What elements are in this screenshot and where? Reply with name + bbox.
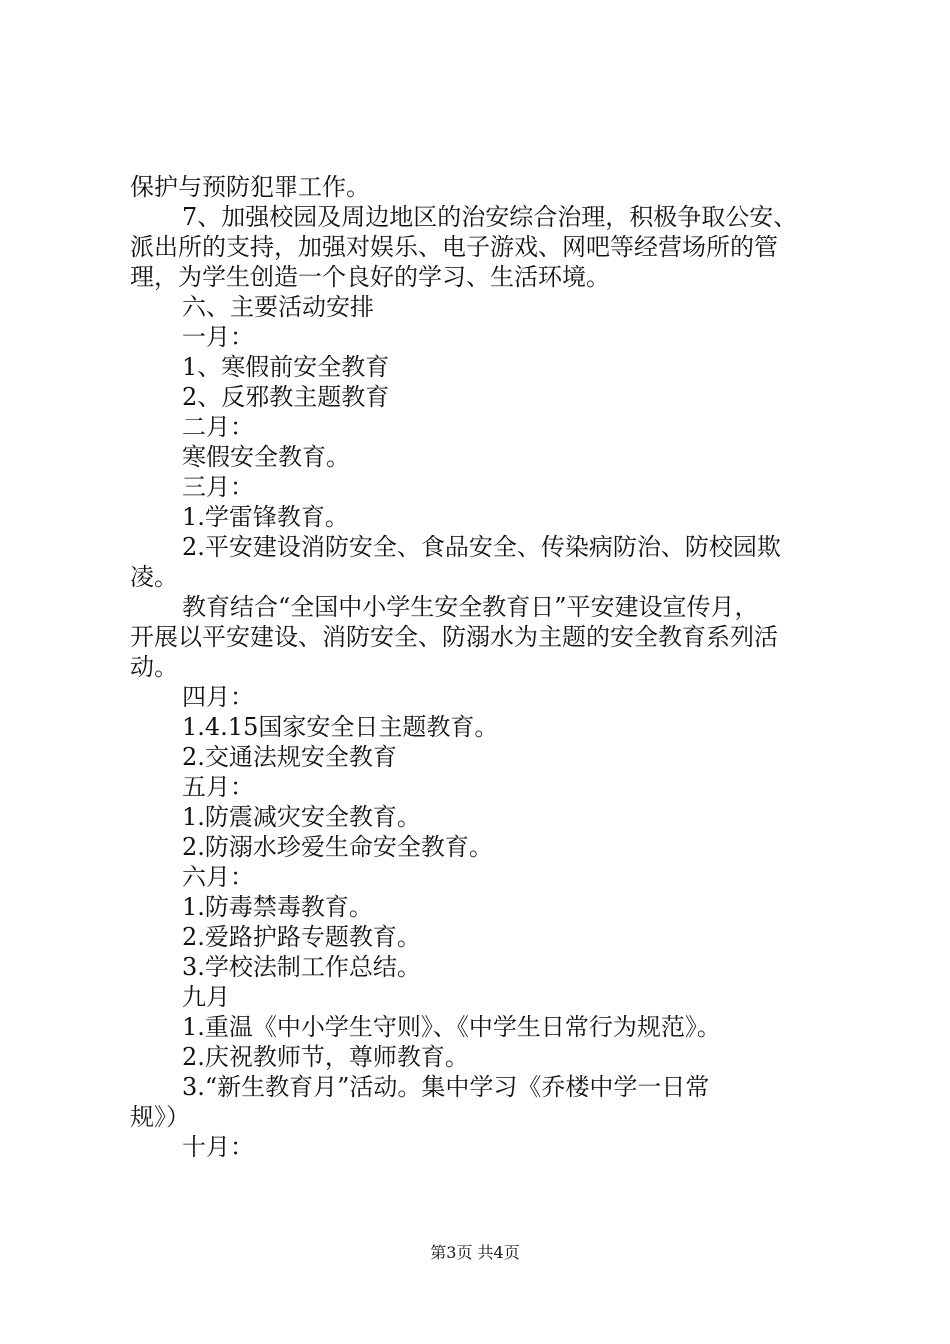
text-line: 理，为学生创造一个良好的学习、生活环境。 (130, 263, 610, 291)
section-heading: 六、主要活动安排 (182, 293, 374, 321)
list-item: 1.学雷锋教育。 (182, 503, 349, 531)
page-number: 第3页 共4页 (430, 1243, 520, 1262)
text-line: 开展以平安建设、消防安全、防溺水为主题的安全教育系列活 (130, 623, 778, 651)
month-heading: 六月： (182, 863, 254, 891)
list-item: 2.爱路护路专题教育。 (182, 923, 421, 951)
month-heading: 三月： (182, 473, 254, 501)
text-line: 7、加强校园及周边地区的治安综合治理，积极争取公安、 (182, 203, 798, 231)
list-item: 2.庆祝教师节，尊师教育。 (182, 1043, 469, 1071)
text-line: 凌。 (130, 563, 178, 591)
list-item: 1.4.15国家安全日主题教育。 (182, 713, 499, 741)
list-item: 1、寒假前安全教育 (182, 353, 390, 381)
list-item: 寒假安全教育。 (182, 443, 350, 471)
text-line: 派出所的支持，加强对娱乐、电子游戏、网吧等经营场所的管 (130, 233, 778, 261)
list-item: 2.交通法规安全教育 (182, 743, 397, 771)
text-line: 保护与预防犯罪工作。 (130, 173, 370, 201)
text-line: 动。 (130, 653, 178, 681)
month-heading: 一月： (182, 323, 254, 351)
document-body (130, 172, 830, 1162)
list-item: 3.学校法制工作总结。 (182, 953, 421, 981)
month-heading: 十月： (182, 1133, 254, 1161)
list-item: 3.“新生教育月”活动。集中学习《乔楼中学一日常 (182, 1073, 710, 1101)
text-line: 规》） (130, 1103, 190, 1131)
list-item: 1.重温《中小学生守则》、《中学生日常行为规范》。 (182, 1013, 721, 1041)
month-heading: 九月 (182, 983, 230, 1011)
month-heading: 五月： (182, 773, 254, 801)
text-line: 教育结合“全国中小学生安全教育日”平安建设宣传月， (182, 593, 759, 621)
list-item: 1.防震减灾安全教育。 (182, 803, 421, 831)
list-item: 2.防溺水珍爱生命安全教育。 (182, 833, 493, 861)
list-item: 2、反邪教主题教育 (182, 383, 390, 411)
list-item: 1.防毒禁毒教育。 (182, 893, 373, 921)
month-heading: 二月： (182, 413, 254, 441)
list-item: 2.平安建设消防安全、食品安全、传染病防治、防校园欺 (182, 533, 781, 561)
month-heading: 四月： (182, 683, 254, 711)
